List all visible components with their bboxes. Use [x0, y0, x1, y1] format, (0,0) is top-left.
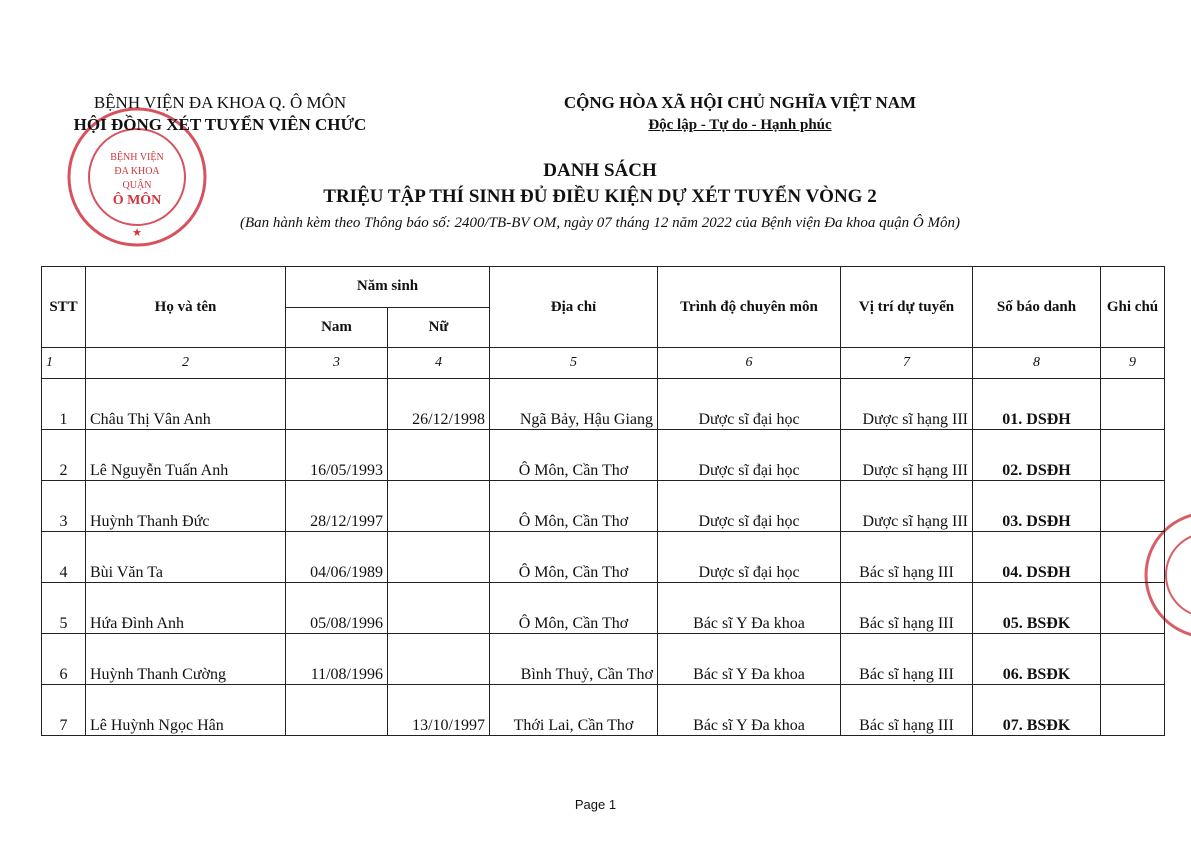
header-row-1	[42, 267, 1165, 308]
table-row	[42, 685, 1165, 736]
cell-male: 11/08/1996	[286, 634, 388, 685]
column-index: 8	[973, 348, 1101, 379]
column-index: 9	[1101, 348, 1165, 379]
cell-male: 28/12/1997	[286, 481, 388, 532]
cell-candidate-no: 06. BSĐK	[973, 634, 1101, 685]
table-row	[42, 430, 1165, 481]
document-title	[100, 158, 1100, 234]
cell-note	[1101, 532, 1165, 583]
header-note: Ghi chú	[1101, 267, 1165, 348]
candidate-table	[41, 266, 1165, 736]
title-subtitle: (Ban hành kèm theo Thông báo số: 2400/TB-BV OM, ngày 07 tháng 12 năm 2022 của Bệnh viện Đa khoa quận Ô Môn)	[239, 215, 961, 231]
table-row	[42, 481, 1165, 532]
table-row	[42, 379, 1165, 430]
cell-stt: 5	[42, 583, 86, 634]
cell-note	[1101, 481, 1165, 532]
cell-stt: 1	[42, 379, 86, 430]
header-address: Địa chỉ	[490, 267, 658, 348]
cell-name: Hứa Đình Anh	[86, 583, 286, 634]
cell-candidate-no: 07. BSĐK	[973, 685, 1101, 736]
table-row	[42, 532, 1165, 583]
cell-male: 04/06/1989	[286, 532, 388, 583]
cell-qualification: Bác sĩ Y Đa khoa	[658, 685, 841, 736]
title-line1: DANH SÁCH	[543, 160, 657, 181]
cell-position: Bác sĩ hạng III	[841, 583, 973, 634]
cell-male: 16/05/1993	[286, 430, 388, 481]
national-motto: Độc lập - Tự do - Hạnh phúc	[648, 117, 832, 133]
cell-name: Huỳnh Thanh Đức	[86, 481, 286, 532]
cell-address: Ô Môn, Cần Thơ	[490, 481, 658, 532]
table-row	[42, 634, 1165, 685]
column-index: 3	[286, 348, 388, 379]
page-number: Page 1	[574, 797, 617, 812]
country-name: CỘNG HÒA XÃ HỘI CHỦ NGHĨA VIỆT NAM	[563, 93, 917, 112]
cell-position: Bác sĩ hạng III	[841, 634, 973, 685]
seal-text-line2: ĐA KHOA	[114, 166, 160, 177]
cell-note	[1101, 685, 1165, 736]
cell-female	[388, 532, 490, 583]
header-qualification: Trình độ chuyên môn	[658, 267, 841, 348]
cell-name: Châu Thị Vân Anh	[86, 379, 286, 430]
cell-name: Bùi Văn Ta	[86, 532, 286, 583]
seal-text-line4: Ô MÔN	[112, 193, 162, 208]
column-index: 1	[42, 348, 86, 379]
header-female: Nữ	[388, 307, 490, 348]
column-index: 7	[841, 348, 973, 379]
cell-qualification: Bác sĩ Y Đa khoa	[658, 634, 841, 685]
cell-stt: 6	[42, 634, 86, 685]
cell-female: 26/12/1998	[388, 379, 490, 430]
issuer-header	[40, 92, 400, 136]
cell-qualification: Dược sĩ đại học	[658, 532, 841, 583]
title-line2: TRIỆU TẬP THÍ SINH ĐỦ ĐIỀU KIỆN DỰ XÉT TUYỂN VÒNG 2	[323, 186, 877, 207]
svg-text:★: ★	[132, 227, 142, 239]
cell-position: Dược sĩ hạng III	[841, 430, 973, 481]
header-birth-year: Năm sinh	[286, 267, 490, 308]
header-male: Nam	[286, 307, 388, 348]
cell-position: Dược sĩ hạng III	[841, 379, 973, 430]
cell-male	[286, 379, 388, 430]
cell-address: Ô Môn, Cần Thơ	[490, 532, 658, 583]
hospital-name: BỆNH VIỆN ĐA KHOA Q. Ô MÔN	[93, 93, 347, 112]
cell-male: 05/08/1996	[286, 583, 388, 634]
cell-name: Lê Nguyễn Tuấn Anh	[86, 430, 286, 481]
header-position: Vị trí dự tuyển	[841, 267, 973, 348]
cell-address: Thới Lai, Cần Thơ	[490, 685, 658, 736]
cell-address: Ô Môn, Cần Thơ	[490, 583, 658, 634]
cell-address: Ngã Bảy, Hậu Giang	[490, 379, 658, 430]
column-index-row	[42, 348, 1165, 379]
cell-note	[1101, 583, 1165, 634]
cell-candidate-no: 02. DSĐH	[973, 430, 1101, 481]
header-candidate-no: Số báo danh	[973, 267, 1101, 348]
cell-female: 13/10/1997	[388, 685, 490, 736]
cell-stt: 2	[42, 430, 86, 481]
cell-qualification: Dược sĩ đại học	[658, 430, 841, 481]
cell-qualification: Dược sĩ đại học	[658, 379, 841, 430]
cell-address: Ô Môn, Cần Thơ	[490, 430, 658, 481]
column-index: 2	[86, 348, 286, 379]
cell-address: Bình Thuỷ, Cần Thơ	[490, 634, 658, 685]
cell-position: Bác sĩ hạng III	[841, 532, 973, 583]
cell-female	[388, 430, 490, 481]
table-row	[42, 583, 1165, 634]
national-header	[500, 92, 980, 136]
council-name: HỘI ĐỒNG XÉT TUYỂN VIÊN CHỨC	[73, 115, 367, 134]
cell-candidate-no: 05. BSĐK	[973, 583, 1101, 634]
cell-candidate-no: 03. DSĐH	[973, 481, 1101, 532]
cell-position: Bác sĩ hạng III	[841, 685, 973, 736]
header-stt: STT	[42, 267, 86, 348]
cell-male	[286, 685, 388, 736]
cell-female	[388, 583, 490, 634]
seal-text-line1: BỆNH VIỆN	[110, 152, 164, 163]
cell-qualification: Bác sĩ Y Đa khoa	[658, 583, 841, 634]
cell-stt: 3	[42, 481, 86, 532]
cell-name: Huỳnh Thanh Cường	[86, 634, 286, 685]
column-index: 4	[388, 348, 490, 379]
cell-candidate-no: 04. DSĐH	[973, 532, 1101, 583]
cell-stt: 7	[42, 685, 86, 736]
cell-female	[388, 481, 490, 532]
cell-note	[1101, 634, 1165, 685]
cell-qualification: Dược sĩ đại học	[658, 481, 841, 532]
column-index: 6	[658, 348, 841, 379]
seal-text-line3: QUẬN	[122, 180, 152, 191]
cell-note	[1101, 430, 1165, 481]
column-index: 5	[490, 348, 658, 379]
cell-position: Dược sĩ hạng III	[841, 481, 973, 532]
header-name: Họ và tên	[86, 267, 286, 348]
cell-candidate-no: 01. DSĐH	[973, 379, 1101, 430]
cell-name: Lê Huỳnh Ngọc Hân	[86, 685, 286, 736]
cell-stt: 4	[42, 532, 86, 583]
cell-female	[388, 634, 490, 685]
cell-note	[1101, 379, 1165, 430]
